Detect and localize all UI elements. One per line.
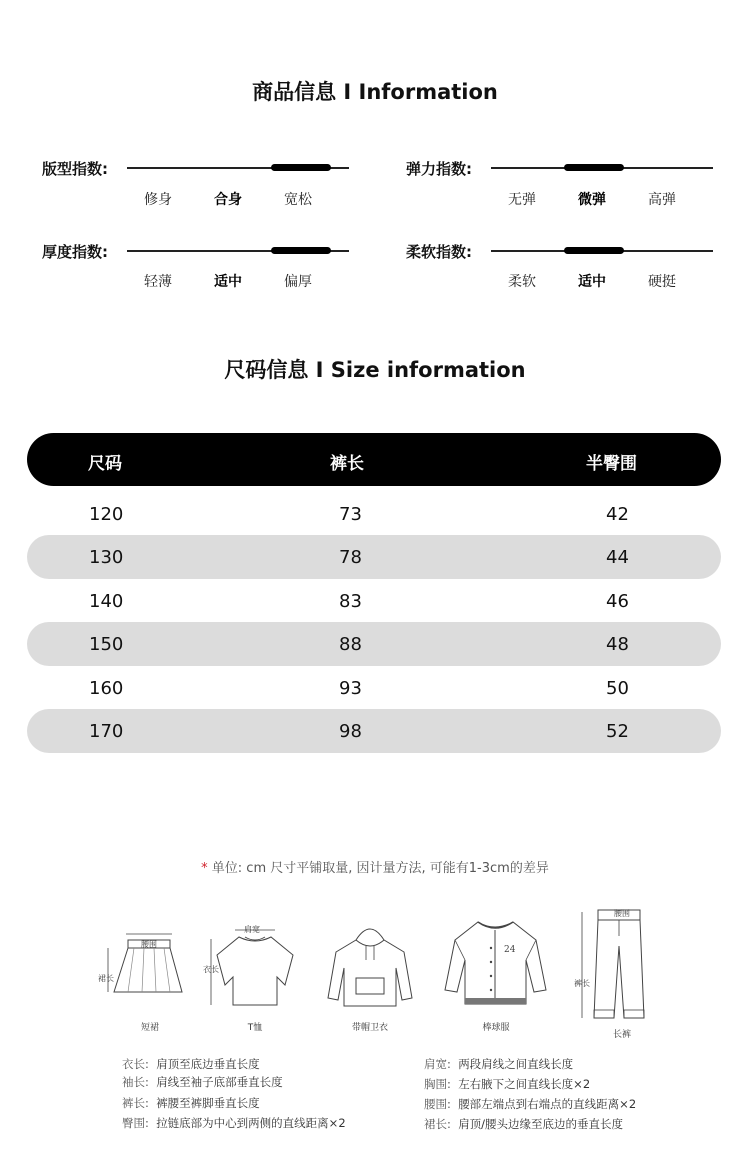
note-text: 单位: cm 尺寸平铺取量, 因计量方法, 可能有1-3cm的差异 <box>211 861 549 876</box>
caption-jacket: 棒球服 <box>482 1023 510 1033</box>
definition-value: 左右腋下之间直线长度×2 <box>458 1077 591 1091</box>
skirt-length-label: 裙长 <box>98 974 114 983</box>
caption-skirt: 短裙 <box>140 1023 159 1033</box>
cell-length: 73 <box>339 504 362 525</box>
definition-value: 两段肩线之间直线长度 <box>458 1057 574 1071</box>
cell-hip: 44 <box>606 547 629 568</box>
caption-tshirt: T恤 <box>247 1023 263 1033</box>
definition-key: 胸围: <box>424 1077 451 1091</box>
definition-item <box>424 1076 590 1092</box>
cell-size: 130 <box>89 547 124 568</box>
elastic-option-slight: 微弹 <box>578 192 606 208</box>
fit-index <box>42 158 108 179</box>
cell-hip: 52 <box>606 721 629 742</box>
cell-hip: 48 <box>606 634 629 655</box>
definition-value: 拉链底部为中心到两侧的直线距离×2 <box>156 1116 346 1130</box>
elastic-option-high: 高弹 <box>648 192 676 208</box>
definition-item <box>424 1056 573 1072</box>
header-hip: 半臀围 <box>586 454 637 474</box>
cell-length: 88 <box>339 634 362 655</box>
thickness-option-thick: 偏厚 <box>284 274 312 290</box>
softness-index-label: 柔软指数: <box>406 243 472 261</box>
tee-shoulder-label: 肩宽 <box>244 925 260 934</box>
softness-index <box>406 241 472 262</box>
definition-item <box>122 1056 260 1072</box>
thickness-index-marker <box>271 247 331 254</box>
cell-size: 140 <box>89 591 124 612</box>
svg-text:24: 24 <box>504 945 516 955</box>
thickness-option-medium: 适中 <box>214 274 242 290</box>
thickness-option-thin: 轻薄 <box>144 274 172 290</box>
jacket-sketch-icon <box>438 912 553 1020</box>
skirt-waist-label: 腰围 <box>141 940 157 949</box>
elastic-index-label: 弹力指数: <box>406 160 472 178</box>
fit-option-slim: 修身 <box>144 192 172 208</box>
cell-hip: 46 <box>606 591 629 612</box>
tshirt-sketch-icon <box>205 925 305 1020</box>
header-size: 尺码 <box>88 454 122 474</box>
softness-option-soft: 柔软 <box>508 274 536 290</box>
elastic-option-none: 无弹 <box>508 192 536 208</box>
cell-length: 78 <box>339 547 362 568</box>
fit-option-loose: 宽松 <box>284 192 312 208</box>
definition-key: 腰围: <box>424 1097 451 1111</box>
definition-item <box>424 1096 636 1112</box>
definition-key: 袖长: <box>122 1075 149 1089</box>
tee-length-label: 衣长 <box>203 965 219 974</box>
definition-value: 肩顶至底边垂直长度 <box>156 1057 260 1071</box>
pants-length-label: 裤长 <box>574 979 590 988</box>
elastic-index <box>406 158 472 179</box>
definition-item <box>122 1095 260 1111</box>
cell-size: 170 <box>89 721 124 742</box>
softness-option-medium: 适中 <box>578 274 606 290</box>
pants-sketch-icon <box>572 906 662 1026</box>
definition-key: 臀围: <box>122 1116 149 1130</box>
definition-item <box>122 1115 346 1131</box>
definition-value: 裤腰至裤脚垂直长度 <box>156 1096 260 1110</box>
cell-size: 120 <box>89 504 124 525</box>
caption-pants: 长裤 <box>612 1030 631 1040</box>
softness-option-stiff: 硬挺 <box>648 274 676 290</box>
note-star: * <box>201 861 208 876</box>
definition-item <box>424 1116 623 1132</box>
thickness-index <box>42 241 108 262</box>
pants-waist-label: 腰围 <box>614 909 630 918</box>
cell-length: 83 <box>339 591 362 612</box>
cell-size: 150 <box>89 634 124 655</box>
product-info-title: 商品信息 I Information <box>252 80 498 104</box>
cell-length: 98 <box>339 721 362 742</box>
fit-index-marker <box>271 164 331 171</box>
fit-option-regular: 合身 <box>214 192 242 208</box>
cell-size: 160 <box>89 678 124 699</box>
definition-key: 裤长: <box>122 1096 149 1110</box>
header-length: 裤长 <box>330 454 364 474</box>
cell-length: 93 <box>339 678 362 699</box>
elastic-index-marker <box>564 164 624 171</box>
definition-value: 腰部左端点到右端点的直线距离×2 <box>458 1097 637 1111</box>
cell-hip: 50 <box>606 678 629 699</box>
definition-value: 肩线至袖子底部垂直长度 <box>156 1075 283 1089</box>
cell-hip: 42 <box>606 504 629 525</box>
definition-key: 肩宽: <box>424 1057 451 1071</box>
hoodie-sketch-icon <box>318 918 423 1018</box>
caption-hoodie: 带帽卫衣 <box>351 1023 388 1033</box>
definition-key: 裙长: <box>424 1117 451 1131</box>
softness-index-marker <box>564 247 624 254</box>
fit-index-label: 版型指数: <box>42 160 108 178</box>
definition-value: 肩顶/腰头边缘至底边的垂直长度 <box>458 1117 624 1131</box>
measurement-note <box>0 857 750 876</box>
definition-item <box>122 1074 283 1090</box>
thickness-index-label: 厚度指数: <box>42 243 108 261</box>
size-info-title: 尺码信息 I Size information <box>224 358 526 382</box>
definition-key: 衣长: <box>122 1057 149 1071</box>
